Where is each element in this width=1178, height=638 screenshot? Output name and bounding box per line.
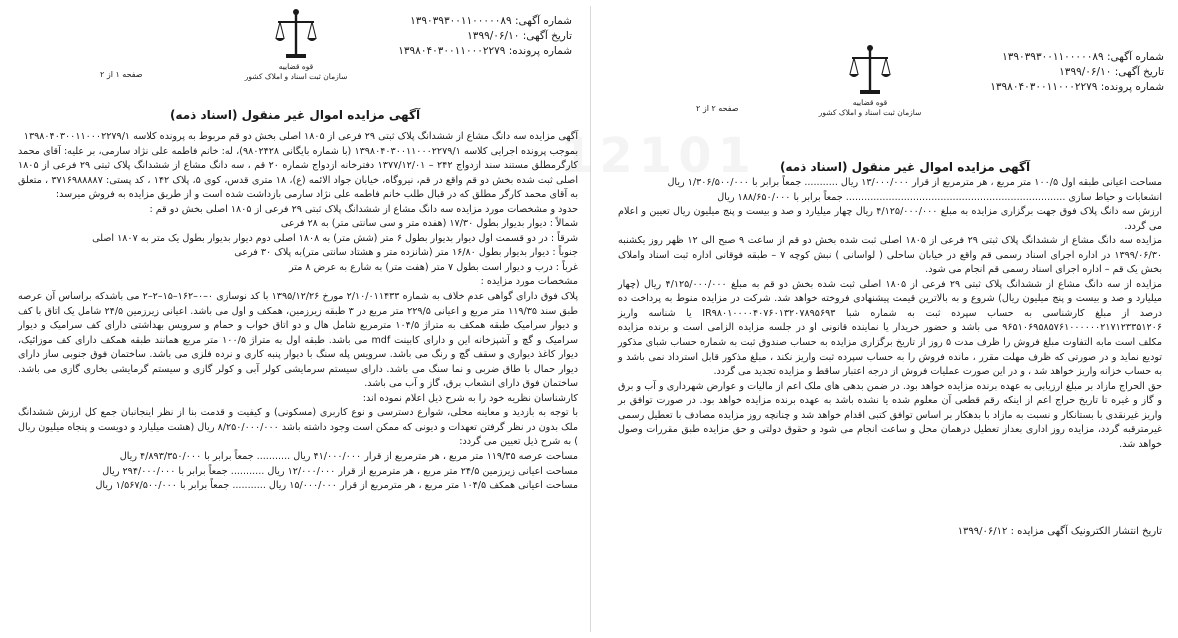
case-number: شماره پرونده: ۱۳۹۸۰۴۰۳۰۰۱۱۰۰۰۲۲۷۹ bbox=[398, 45, 572, 57]
valuation-line: مساحت اعیانی طبقه اول ۱۰۰/۵ متر مربع ، هر مترمربع از قرار ۱۳/۰۰۰/۰۰۰ ریال ........... جمعاً برابر با ۱/۳۰۶/۵۰۰/۰۰۰ ریال bbox=[667, 177, 1162, 188]
notice-meta bbox=[398, 14, 572, 59]
notice-body bbox=[618, 176, 1162, 452]
paragraph: کارشناسان نظریه خود را به شرح ذیل اعلام نموده اند: bbox=[362, 392, 578, 404]
page-2-header bbox=[592, 6, 1178, 118]
paragraph: حدود و مشخصات مورد مزایده سه دانگ مشاع از ششدانگ پلاک ثبتی ۲۹ فرعی از ۱۸۰۵ اصلی بخش دو قم : bbox=[149, 203, 578, 215]
boundary-south: جنوباً : دیوار بدیوار بطول ۱۶/۸۰ متر (شانزده متر و هشتاد سانتی متر)به پلاک ۳۰ فرعی bbox=[234, 247, 578, 259]
judiciary-emblem bbox=[818, 44, 922, 118]
emblem-org-name: قوه قضاییه bbox=[852, 98, 888, 107]
paragraph: مشخصات مورد مزایده : bbox=[480, 276, 578, 288]
notice-body bbox=[18, 130, 578, 494]
boundary-east: شرقاً : در دو قسمت اول دیوار بدیوار بطول ۶ متر (شش متر) به ۱۸۰۸ اصلی دوم دیوار بدیوار بطول یک متر به ۱۸۰۷ اصلی bbox=[92, 232, 578, 244]
notice-date: تاریخ آگهی: ۱۳۹۹/۰۶/۱۰ bbox=[467, 30, 572, 42]
page-1-header bbox=[0, 6, 590, 118]
paragraph: بموجب پرونده اجرایی کلاسه ۱۳۹۸۰۴۰۳۰۰۱۱۰۰۰۲۲۷۹/۱ (با شماره بایگانی ۹۸۰۲۴۲۸)، له: خانم فاطمه علی نژاد سارمی، بر علیه: آقای محمد کارگرمطلق مستند سند ازدواج ۲۴۲ – ۱۳۷۷/۱۲/۰۱ دفترخانه ازدواج شماره ۲۰ قم ، سه دانگ مشاع از ششدانگ پلاک ثبتی ۲۹ فرعی از ۱۸۰۵ اصلی ثبت شده بخش دو قم واقع در قم، نیروگاه، خیابان جواد الائمه (ع)، ۱۸ متری قدس، کوی ۵، پلاک ۱۴۲ ، کد پستی: ۳۷۱۶۹۸۸۸۸۷ ، متعلق به آقای محمد کارگر مطلق که در قبال طلب خانم فاطمه علی نژاد سارمی بازداشت شده است و از طریق مزایده به فروش میرسد: bbox=[18, 145, 579, 201]
notice-meta bbox=[990, 50, 1164, 95]
paragraph: با توجه به بازدید و معاینه محلی، شوارع دسترسی و نوع کاربری (مسکونی) و کیفیت و قدمت بنا از نظر اینجانبان جمع کل ارزش ششدانگ ملک بدون در نظر گرفتن تعهدات و دیونی که ممکن است وجود داشته باشد ۸/۲۵۰/۰۰۰/۰۰۰ ریال (هشت میلیارد و دویست و پنجاه میلیون ریال ) به شرح ذیل تعیین می گردد: bbox=[18, 407, 578, 448]
notice-number: شماره آگهی: ۱۳۹۰۳۹۳۰۰۱۱۰۰۰۰۰۸۹ bbox=[1002, 51, 1164, 63]
scales-of-justice-icon bbox=[272, 8, 320, 62]
boundary-north: شمالاً : دیوار بدیوار بطول ۱۷/۳۰ (هفده متر و سی سانتی متر) به ۲۸ فرعی bbox=[280, 218, 578, 230]
scales-of-justice-icon bbox=[846, 44, 894, 98]
judiciary-emblem bbox=[244, 8, 348, 82]
publication-date: تاریخ انتشار الکترونیک آگهی مزایده : ۱۳۹۹/۰۶/۱۲ bbox=[957, 526, 1162, 537]
boundary-west: غرباً : درب و دیوار است بطول ۷ متر (هفت متر) به شارع به عرض ۸ متر bbox=[289, 261, 578, 273]
paragraph: آگهی مزایده سه دانگ مشاع از ششدانگ پلاک ثبتی ۲۹ فرعی از ۱۸۰۵ اصلی بخش دو قم مربوط به پرونده کلاسه ۱۳۹۸۰۴۰۳۰۰۱۱۰۰۰۲۲۷۹/۱ bbox=[23, 131, 578, 142]
notice-title: آگهی مزایده اموال غیر منقول (اسناد ذمه) bbox=[779, 160, 1031, 174]
paragraph: مزایده سه دانگ مشاع از ششدانگ پلاک ثبتی ۲۹ فرعی از ۱۸۰۵ اصلی ثبت شده بخش دو قم از ساعت ۹ صبح الی ۱۲ ظهر روز یکشنبه ۱۳۹۹/۰۶/۳۰ در اداره اجرای اسناد رسمی قم واقع در خیابان ساحلی ( لواسانی ) نبش کوچه ۷ – طبقه فوقانی اداره ثبت اسناد واملاک بخش یک قم – اداره اجرای اسناد رسمی قم انجام می شود. bbox=[618, 235, 1163, 276]
page-number: صفحه ۲ از ۲ bbox=[696, 104, 739, 113]
valuation-line: مساحت اعیانی زیرزمین ۲۴/۵ متر مربع ، هر مترمربع از قرار ۱۲/۰۰۰/۰۰۰ ریال ........... جمعاً برابر با ۲۹۴/۰۰۰/۰۰۰ ریال bbox=[102, 465, 578, 477]
page-number: صفحه ۱ از ۲ bbox=[100, 70, 143, 79]
case-number: شماره پرونده: ۱۳۹۸۰۴۰۳۰۰۱۱۰۰۰۲۲۷۹ bbox=[990, 81, 1164, 93]
valuation-line: مساحت عرصه ۱۱۹/۳۵ متر مربع ، هر مترمربع از قرار ۴۱/۰۰۰/۰۰۰ ریال ........... جمعاً برابر با ۴/۸۹۳/۳۵۰/۰۰۰ ریال bbox=[119, 451, 578, 463]
page-divider bbox=[590, 6, 591, 632]
page-2 bbox=[592, 0, 1178, 638]
emblem-org-name: قوه قضاییه bbox=[278, 62, 314, 71]
emblem-org-sub: سازمان ثبت اسناد و املاک کشور bbox=[244, 72, 348, 81]
notice-date: تاریخ آگهی: ۱۳۹۹/۰۶/۱۰ bbox=[1059, 66, 1164, 78]
paragraph: ارزش سه دانگ پلاک فوق جهت برگزاری مزایده به مبلغ ۴/۱۲۵/۰۰۰/۰۰۰ ریال چهار میلیارد و صد و بیست و پنج میلیون ریال تعیین و اعلام می گردد. bbox=[618, 206, 1162, 232]
notice-number: شماره آگهی: ۱۳۹۰۳۹۳۰۰۱۱۰۰۰۰۰۸۹ bbox=[410, 15, 572, 27]
emblem-org-sub: سازمان ثبت اسناد و املاک کشور bbox=[818, 108, 922, 117]
paragraph: پلاک فوق دارای گواهی عدم خلاف به شماره ۲/۱۰/۰۱۱۴۳۳ مورخ ۱۳۹۵/۱۲/۲۶ با کد نوسازی ۰–۰–۱۶۲–۱۵–۲–۲ می باشدکه براساس آن عرصه طبق سند ۱۱۹/۳۵ متر مربع و اعیانی ۲۲۹/۵ متر مربع در ۳ طبقه زیرزمین، همکف و اول می باشد. اعیانی زیرزمین ۲۴/۵ شامل یک اتاق با کف و دیوار سرامیک طبقه همکف به متراژ ۱۰۴/۵ مترمربع شامل هال و دو اتاق خواب و حمام و سرویس بهداشتی دارای کف سرامیک و دیوار سرامیک و گچ و آشپزخانه این و دارای کابینت mdf می باشد. طبقه اول به متراژ ۱۰۰/۵ متر مربع همانند طبقه همکف دارای کف موزائیک، دیوار کاغذ دیواری و سقف گچ و رنگ می باشد. سرویس پله سنگ با دیوار پنبه کاری و نرده فلزی می باشد. ساختمان فوق جنوبی ساز دارای دیوار حمال با طاق ضربی و نما سنگ می باشد. دارای سیستم سرمایشی کولر آبی و کولر گازی و سیستم گرمایشی بخاری گازی می باشد. ساختمان فوق دارای انشعاب برق، گاز و آب می باشد. bbox=[18, 291, 579, 390]
paragraph: حق الحراج مازاد بر مبلغ ارزیابی به عهده برنده مزایده خواهد بود. در ضمن بدهی های ملک اعم از مالیات و عوارض شهرداری و آب و برق و گاز و غیره تا تاریخ حراج اعم از اینکه رقم قطعی آن معلوم شده یا نشده باشد به عهده برنده مزایده خواهد بود. در صورت توافق بر واریز غیرنقدی با بستانکار و نسبت به مازاد با بدهکار بر اساس توافق کتبی اقدام خواهد شد و چنانچه روز مزایده مصادف با تعطیل رسمی غیرمترقبه گردد، مزایده روز اداری بعداز تعطیل درهمان محل و ساعت انجام می شود و حقوق دولتی و حق مزایده طبق مقررات وصول خواهد شد. bbox=[618, 380, 1162, 450]
valuation-line: مساحت اعیانی همکف ۱۰۴/۵ متر مربع ، هر مترمربع از قرار ۱۵/۰۰۰/۰۰۰ ریال ........... جمعاً برابر با ۱/۵۶۷/۵۰۰/۰۰۰ ریال bbox=[95, 480, 578, 492]
valuation-line: انشعابات و حیاط سازی ........................................................................ جمعاً برابر با ۱۸۸/۶۵۰/۰۰۰ ریال bbox=[717, 191, 1162, 203]
paragraph: مزایده از سه دانگ مشاع از ششدانگ پلاک ثبتی ۲۹ فرعی از ۱۸۰۵ اصلی ثبت شده بخش دو قم به مبلغ ۴/۱۲۵/۰۰۰/۰۰۰ ریال (چهار میلیارد و صد و بیست و پنج میلیون ریال) شروع و به بالاترین قیمت پیشنهادی فروخته خواهد شد. شرکت در مزایده منوط به پرداخت ده درصد از مبلغ کارشناسی به حساب سپرده ثبت به شماره شبا IR۹۸۰۱۰۰۰۰۴۰۷۶۰۱۳۲۰۷۸۹۵۶۹۳ یا شناسه واریز ۹۶۵۱۰۶۹۵۸۵۷۶۱۰۰۰۰۰۰۲۱۷۱۲۳۳۵۱۲۰۶ می باشد و حضور خریدار یا نماینده قانونی او در جلسه مزایده الزامی است و برنده مزایده مکلف است مابه التفاوت مبلغ فروش را ظرف مدت ۵ روز از تاریخ برگزاری مزایده به حساب صندوق ثبت به شماره حساب شبای مذکور تودیع نماید و در صورتی که ظرف مهلت مقرر ، مانده فروش را به حساب سپرده ثبت واریز نکند ، مبلغ مذکور قابل استرداد نمی باشد و به حساب خزانه واریز خواهد شد ، و در این صورت عملیات فروش از درجه اعتبار ساقط و مزایده تجدید می گردد. bbox=[618, 278, 1162, 378]
notice-title: آگهی مزایده اموال غیر منقول (اسناد ذمه) bbox=[169, 108, 421, 122]
